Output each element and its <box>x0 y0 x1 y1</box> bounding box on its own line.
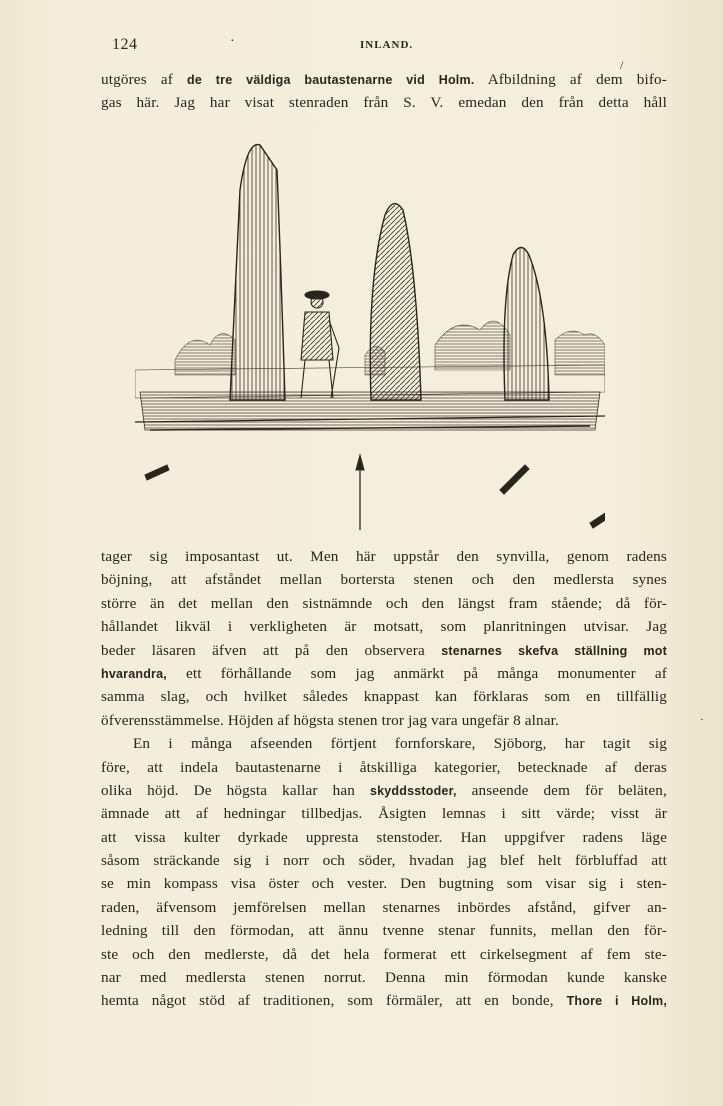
body-line: böjning, att afståndet mellan bortersta stenen och den medlersta synes <box>101 571 667 589</box>
body-text <box>101 545 667 1013</box>
body-line: samma slag, och hvilket således knappast kan förklaras som en tillfällig <box>101 688 667 706</box>
body-line <box>101 779 667 802</box>
body-line <box>101 989 667 1012</box>
body-line <box>101 662 667 685</box>
body-text-span: hemta något stöd af traditionen, som förmäler, att en bonde, <box>101 992 554 1010</box>
body-line: En i många afseenden förtjent fornforskare, Sjöborg, har tagit sig <box>133 735 667 753</box>
body-line: tager sig imposantast ut. Men här uppstår den synvilla, genom radens <box>101 548 667 565</box>
body-line: hållandet likväl i verkligheten är motsatt, som planritningen utvisar. Jag <box>101 618 667 636</box>
body-text-span: anseende dem för beläten, <box>471 781 667 799</box>
bold-phrase: Thore i Holm, <box>566 994 667 1009</box>
intro-line-2: gas här. Jag har visat stenraden från S. V. emedan den från detta håll <box>101 94 667 112</box>
body-line: se min kompass visa öster och vester. Den bugtning som visar sig i sten- <box>101 875 667 893</box>
intro-paragraph <box>101 68 667 115</box>
body-line: såsom sträckande sig i norr och söder, hvadan jag blef helt förbluffad att <box>101 852 667 870</box>
page-header <box>112 36 667 58</box>
stone-left <box>230 145 285 400</box>
body-line: ledning till den förmodan, att ännu tvenne stenar funnits, mellan den för- <box>101 922 667 940</box>
body-line <box>101 639 667 662</box>
body-text-span: ett förhållande som jag anmärkt på många monumenter af <box>186 664 667 682</box>
plan-markers <box>145 455 605 530</box>
stone-right <box>504 248 549 401</box>
body-line: raden, äfvensom jemförelsen mellan stenarnes inbördes afstånd, gifver an- <box>101 898 667 916</box>
body-line: större än det mellan den sistnämnde och den längst fram stående; då för- <box>101 594 667 612</box>
running-title: INLAND. <box>360 39 414 51</box>
margin-mark: · <box>700 714 704 726</box>
man-figure <box>301 291 339 398</box>
body-line: att vissa kulter dyrkade uppresta stenstoder. Han uppgifver radens läge <box>101 828 667 846</box>
body-line: öfverensstämmelse. Höjden af högsta stenen tror jag vara ungefär 8 alnar. <box>101 711 559 729</box>
ink-tick-mark: / <box>620 58 624 72</box>
bold-phrase: de tre väldiga bautastenarne vid Holm. <box>187 73 475 87</box>
body-line: ste och den medlerste, då det hela formerat ett cirkelsegment af fem ste- <box>101 945 667 963</box>
bold-phrase: skyddsstoder, <box>369 783 457 798</box>
body-line: före, att indela bautastenarne i åtskilliga kategorier, betecknade af deras <box>101 758 667 776</box>
body-text-span: beder läsaren äfven att på den observera <box>101 641 425 659</box>
body-line: nar med medlersta stenen norrut. Denna min förmodan kunde kanske <box>101 969 667 987</box>
intro-text: Afbildning af dem bifo- <box>487 71 667 88</box>
intro-text: utgöres af <box>101 71 173 88</box>
body-line: ämnade att af hedningar tillbedjas. Åsigten lemnas i sitt värde; visst är <box>101 805 667 823</box>
body-text-span: olika höjd. De högsta kallar han <box>101 781 355 799</box>
page-number: 124 <box>112 36 138 53</box>
stone-middle <box>370 204 421 400</box>
bold-phrase: hvarandra, <box>101 666 167 681</box>
header-dot: · <box>230 34 235 49</box>
standing-stones-engraving <box>135 130 605 540</box>
intro-line-1 <box>101 68 667 91</box>
bold-phrase: stenarnes skefva ställning mot <box>441 643 667 658</box>
